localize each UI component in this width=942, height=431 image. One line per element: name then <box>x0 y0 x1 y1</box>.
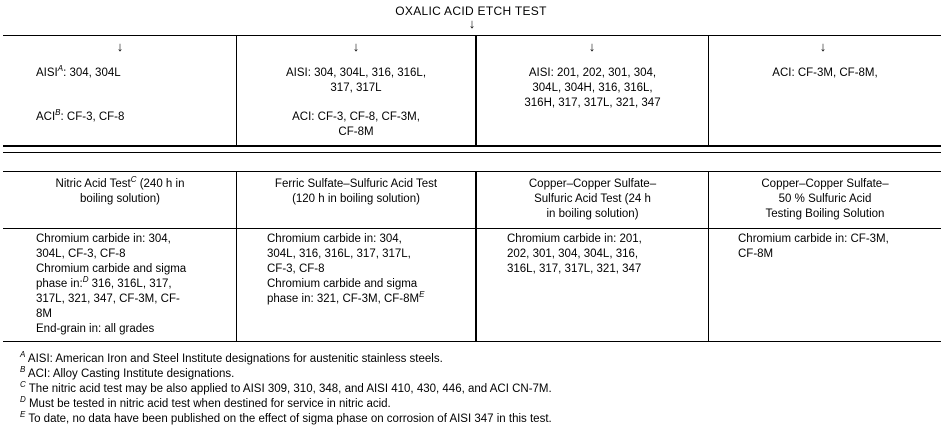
table-double-rule-1 <box>3 145 941 147</box>
grades-col2-aci: ACI: CF-3, CF-8, CF-3M, CF-8M <box>292 111 420 138</box>
findings-col3: Chromium carbide in: 201, 202, 301, 304, 304L, 316, 316L, 317, 317L, 321, 347 <box>507 233 642 275</box>
test-header-copper-24h: Copper–Copper Sulfate– Sulfuric Acid Test (24 h in boiling solution) <box>528 178 657 220</box>
grades-col1-aisi: $AISI^A$: 304, 304L <box>36 64 121 79</box>
test-header-copper-50: Copper–Copper Sulfate– 50 % Sulfuric Acid Testing Boiling Solution <box>761 178 889 220</box>
grades-col2-aisi: AISI: 304, 304L, 316, 316L, 317, 317L <box>285 67 427 94</box>
down-arrow-icon: ↓ <box>819 39 827 54</box>
findings-col2: Chromium carbide in: 304, 304L, 316, 316L, 317, 317L, CF-3, CF-8 Chromium carbide and sigma phase in: 321, CF-3M, $CF-8M^E$ <box>267 233 425 305</box>
table-row-rule <box>3 171 941 172</box>
table-header-rule <box>3 228 941 229</box>
grades-col1-aci: $ACI^B$: CF-3, CF-8 <box>36 108 125 123</box>
table-top-rule <box>3 35 941 36</box>
grades-col3-aisi: AISI: 201, 202, 301, 304, 304L, 304H, 316, 316L, 316H, 317, 317L, 321, 347 <box>524 67 661 109</box>
test-header-ferric: Ferric Sulfate–Sulfuric Acid Test (120 h in boiling solution) <box>274 178 438 205</box>
grades-col4-aci: ACI: CF-3M, CF-8M, <box>772 67 878 79</box>
findings-col4: Chromium carbide in: CF-3M, CF-8M <box>738 233 889 260</box>
footnote-d: $^D$ Must be tested in nitric acid test when destined for service in nitric acid. <box>20 395 391 410</box>
page-title: OXALIC ACID ETCH TEST <box>395 4 547 18</box>
test-header-nitric: Nitric Acid Test$^C$ (240 h in boiling solution) <box>55 175 185 205</box>
footnote-c: $^C$ The nitric acid test may be also applied to AISI 309, 310, 348, and AISI 410, 430, 446, and ACI CN-7M. <box>20 380 552 395</box>
table-double-rule-2 <box>3 152 941 153</box>
down-arrow-icon: ↓ <box>468 16 476 31</box>
table-bottom-rule <box>3 341 941 342</box>
col-divider-3-top <box>708 35 709 146</box>
down-arrow-icon: ↓ <box>116 39 124 54</box>
down-arrow-icon: ↓ <box>588 39 596 54</box>
down-arrow-icon: ↓ <box>352 39 360 54</box>
footnote-a: $^A$ AISI: American Iron and Steel Institute designations for austenitic stainless steels. <box>20 350 443 365</box>
footnote-e: $^E$ To date, no data have been published on the effect of sigma phase on corrosion of AISI 347 in this test. <box>20 410 552 425</box>
footnote-b: $^B$ ACI: Alloy Casting Institute designations. <box>20 365 235 380</box>
findings-col1: Chromium carbide in: 304, 304L, CF-3, CF-8 Chromium carbide and sigma phase in:$^D$ 316, 316L, 317, 317L, 321, 347, CF-3M, CF- 8M End-grain in: all grades <box>36 233 187 335</box>
